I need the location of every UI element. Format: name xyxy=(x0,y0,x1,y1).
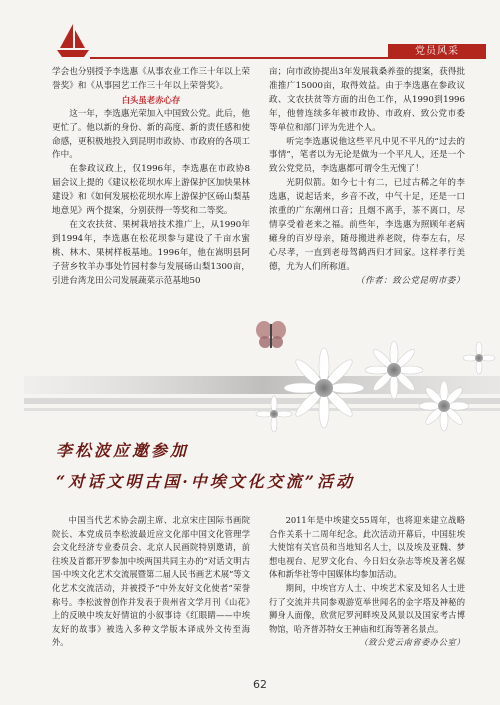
article2-title xyxy=(52,438,482,492)
paragraph: 听完李选惠说他这些平凡中见不平凡的“过去的事情”，笔者以为无论是做为一个平凡人，还是一个致公党党员，李选惠都可谓令生无愧了！ xyxy=(269,136,465,175)
paragraph: 这一年，李选惠光荣加入中国致公党。此后，他更忙了。他以新的身份、新的高度、新的责任感和使命感，更积极地投入到昆明市政协、市政府的各项工作中。 xyxy=(52,108,250,161)
article2-column-left xyxy=(52,514,250,650)
paragraph: 光阴似箭。如今七十有二，已过古稀之年的李选惠，说起话来，乡音不改，中气十足，还是一口浓重的广东潮州口音；且烟不离手，茶不离口，尽情享受着老来之福。前些年，李选惠为照顾年老病瘫身的百岁母亲，随母搬进养老院，侍奉左右，尽心尽孝，一直到老母驾鹤西归才回家。这样孝行美德，尤为人们所称道。 xyxy=(269,178,465,272)
paragraph: 中国当代艺术协会副主席、北京宋庄国际书画院院长、本党成员李松波最近应文化部中国文化管理学会文化经济专业委员会、北京人民画院特别邀请，前往埃及首都开罗参加中埃两国共同主办的“对话文明古国·中埃文化艺术交流展暨第二届人民书画艺术展”等文化艺术交流活动，并被授予“中外友好文化使者”荣誉称号。李松波曾创作并发表于贵州省文学月刊《山花》上的反映中埃友好情谊的小叙事诗《红眼睛——中埃友好的故事》被选入多种文学版本译成外文传至海外。 xyxy=(52,515,250,648)
article2-column-right xyxy=(269,514,465,650)
floral-decoration xyxy=(24,318,500,440)
paragraph: 亩；向市政协提出3年发展栽桑养蚕的提案，获得批准推广15000亩，取得效益。由于李选惠在参政议政、文农扶贫等方面的出色工作，从1990到1996年，他曾连续多年被市政协、市政府、致公党市委等单位和部门评为先进个人。 xyxy=(269,67,465,133)
paragraph: 2011年是中埃建交55周年，也将迎来建立战略合作关系十二周年纪念。此次活动开幕后，中国驻埃大使馆有关官员和当地知名人士，以及埃及亚魏、梦想电视台、尼罗文化台、今日妇女杂志等埃及著名媒体和新华社等中国媒体均参加活动。 xyxy=(269,515,465,580)
article1-column-right xyxy=(269,66,465,289)
article2-title-line1: 李松波应邀参加 xyxy=(56,441,190,460)
section-tab: 党员风采 xyxy=(388,44,486,59)
section-subheading: 白头虽老赤心存 xyxy=(121,94,181,105)
page-number: 62 xyxy=(253,678,267,691)
paragraph: 学会也分别授予李选惠《从事农业工作三十年以上荣誉奖》和《从事园艺工作三十年以上荣誉奖》。 xyxy=(52,67,250,91)
sailboat-logo-icon xyxy=(57,24,89,58)
article1-column-left xyxy=(52,66,250,289)
butterfly-icon xyxy=(256,321,286,348)
article2-title-line2: “对话文明古国·中埃文化交流”活动 xyxy=(56,472,355,491)
paragraph: 在参政议政上，仅1996年，李选惠在市政协8届会议上提的《建议松花坝水库上游保护区加快果林建设》和《如何发展松花坝水库上游保护区砀山梨基地意见》两个提案，分别获得一等奖和二等奖。 xyxy=(52,164,250,217)
author-signature: （作者：致公党昆明市委） xyxy=(355,275,465,286)
author-signature: （致公党云南省委办公室） xyxy=(359,637,465,648)
paragraph: 在文农扶贫、果树栽培技术推广上，从1990年到1994年，李选惠在松花坝参与建设了千亩水蜜桃、林木、果树样板基地。1996年，他在嵩明县阿子营乡牧羊办事处竹园村参与发展砀山梨1300亩，引进台湾龙田公司发展蔬菜示范基地50 xyxy=(52,219,250,286)
paragraph: 期间，中埃官方人士、中埃艺术家及知名人士进行了交流并共同参观游览举世闻名的金字塔及神秘的狮身人面像，欣赏尼罗河畔埃及风景以及国家考古博物馆，哈齐普苏特女王神庙和红海等著名景点。 xyxy=(269,582,465,634)
